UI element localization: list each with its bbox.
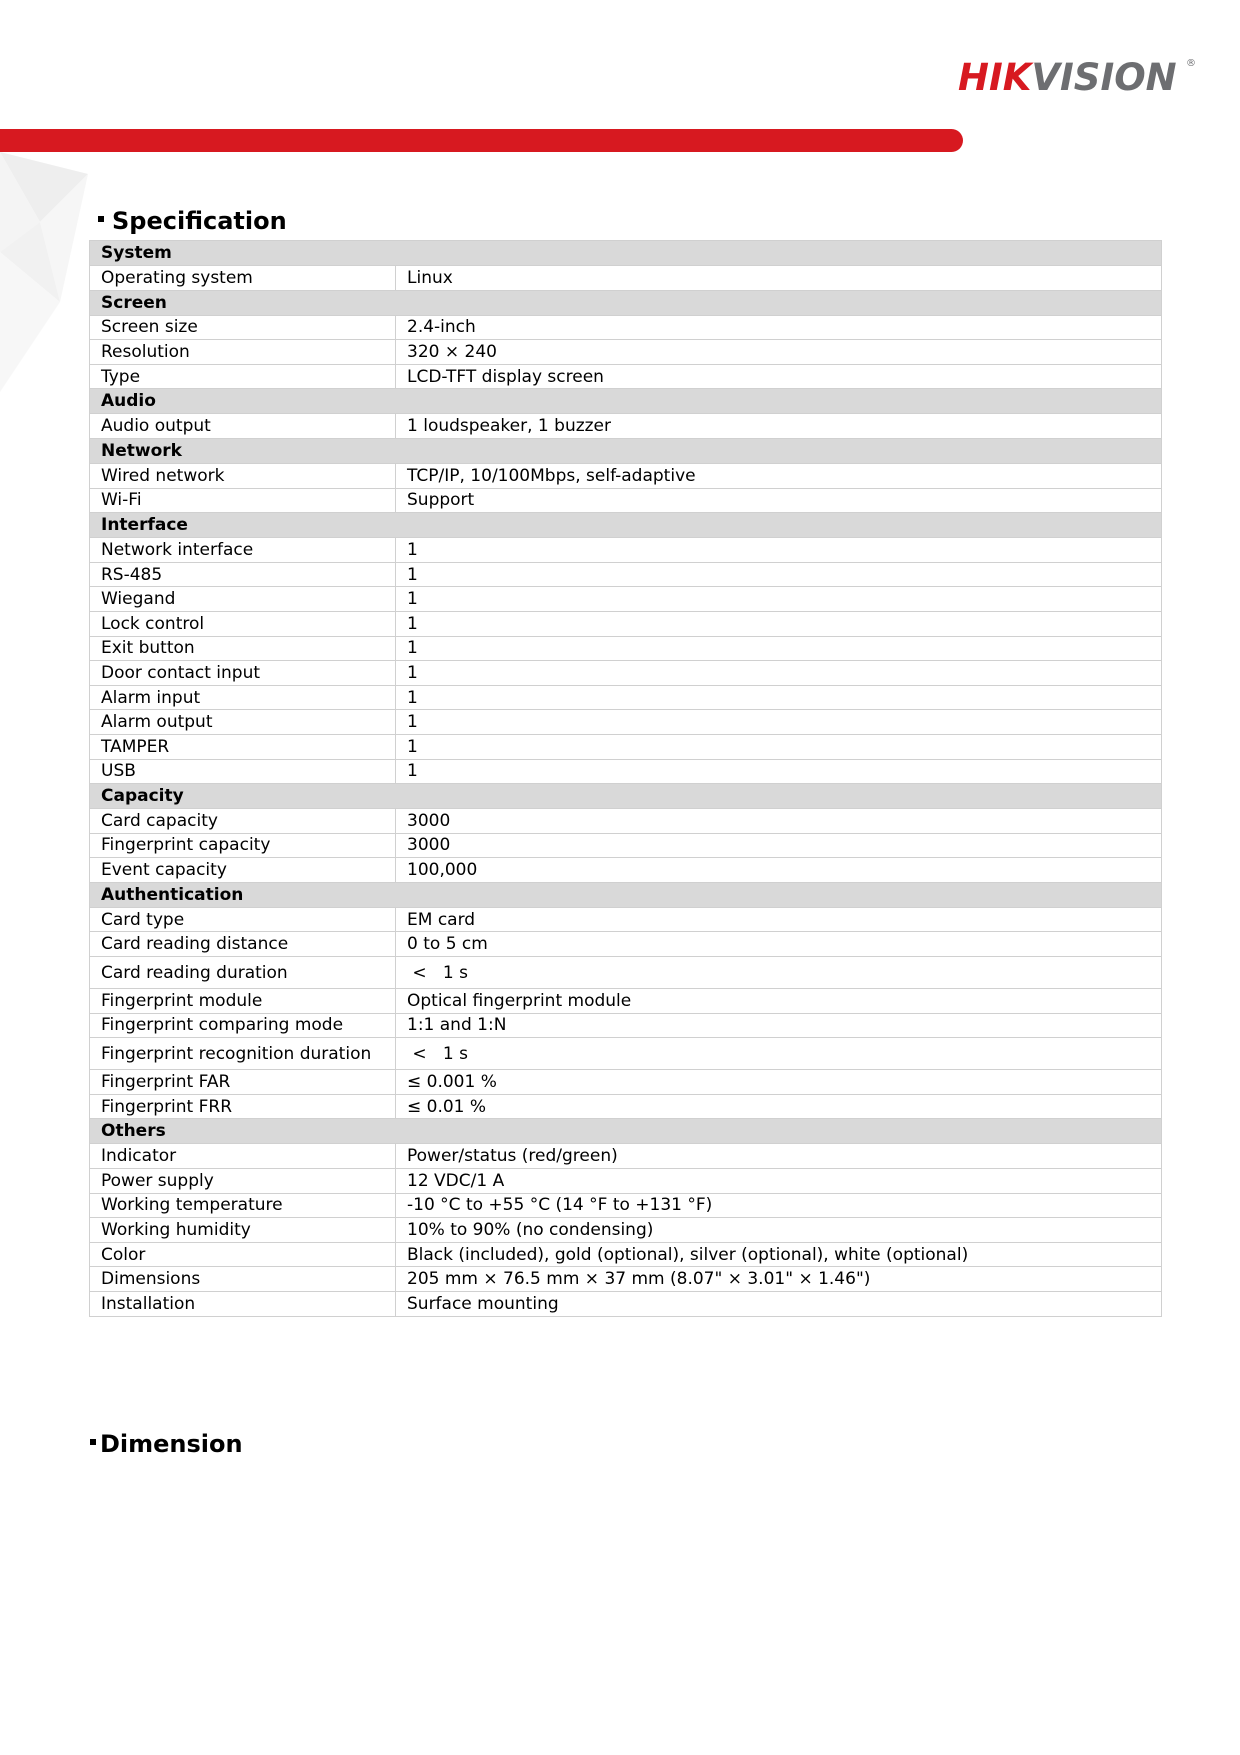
spec-label: Working temperature bbox=[90, 1193, 396, 1218]
spec-value: ≤ 0.001 % bbox=[396, 1070, 1162, 1095]
spec-value: < 1 s bbox=[396, 957, 1162, 989]
spec-row bbox=[90, 1242, 1162, 1267]
category-row bbox=[90, 882, 1162, 907]
spec-row bbox=[90, 463, 1162, 488]
spec-label: Wired network bbox=[90, 463, 396, 488]
spec-value: LCD-TFT display screen bbox=[396, 364, 1162, 389]
spec-value: 1 bbox=[396, 636, 1162, 661]
spec-row bbox=[90, 932, 1162, 957]
spec-row bbox=[90, 957, 1162, 989]
spec-row bbox=[90, 661, 1162, 686]
spec-label: Network interface bbox=[90, 538, 396, 563]
spec-label: Door contact input bbox=[90, 661, 396, 686]
spec-row bbox=[90, 685, 1162, 710]
spec-value: Surface mounting bbox=[396, 1292, 1162, 1317]
spec-label: Fingerprint recognition duration bbox=[90, 1038, 396, 1070]
spec-value: EM card bbox=[396, 907, 1162, 932]
category-row bbox=[90, 438, 1162, 463]
spec-row bbox=[90, 1094, 1162, 1119]
hikvision-logo bbox=[958, 56, 1196, 99]
spec-value: Power/status (red/green) bbox=[396, 1144, 1162, 1169]
spec-label: Fingerprint capacity bbox=[90, 833, 396, 858]
bullet-icon bbox=[98, 216, 104, 222]
spec-value: 320 × 240 bbox=[396, 340, 1162, 365]
spec-label: Type bbox=[90, 364, 396, 389]
bullet-icon bbox=[90, 1439, 96, 1445]
spec-row bbox=[90, 364, 1162, 389]
spec-value: ≤ 0.01 % bbox=[396, 1094, 1162, 1119]
spec-row bbox=[90, 1144, 1162, 1169]
registered-mark: ® bbox=[1186, 58, 1196, 69]
spec-label: Alarm output bbox=[90, 710, 396, 735]
spec-label: Screen size bbox=[90, 315, 396, 340]
spec-row bbox=[90, 809, 1162, 834]
spec-label: Audio output bbox=[90, 414, 396, 439]
spec-label: Indicator bbox=[90, 1144, 396, 1169]
spec-label: Card type bbox=[90, 907, 396, 932]
spec-value: 1 bbox=[396, 611, 1162, 636]
dimension-heading-text: Dimension bbox=[100, 1430, 243, 1458]
spec-value: 12 VDC/1 A bbox=[396, 1169, 1162, 1194]
spec-value: 0 to 5 cm bbox=[396, 932, 1162, 957]
spec-label: Operating system bbox=[90, 266, 396, 291]
spec-value: 1 bbox=[396, 685, 1162, 710]
spec-row bbox=[90, 1193, 1162, 1218]
spec-label: Lock control bbox=[90, 611, 396, 636]
spec-value: -10 °C to +55 °C (14 °F to +131 °F) bbox=[396, 1193, 1162, 1218]
spec-row bbox=[90, 989, 1162, 1014]
spec-label: Card reading distance bbox=[90, 932, 396, 957]
header-red-bar bbox=[0, 129, 963, 152]
spec-row bbox=[90, 611, 1162, 636]
logo-part-red: HIK bbox=[958, 56, 1032, 99]
specification-heading bbox=[98, 206, 287, 236]
category-row bbox=[90, 784, 1162, 809]
dimension-heading bbox=[90, 1429, 243, 1459]
category-row bbox=[90, 290, 1162, 315]
spec-row bbox=[90, 833, 1162, 858]
spec-value: 1 bbox=[396, 710, 1162, 735]
spec-label: Card reading duration bbox=[90, 957, 396, 989]
spec-label: Fingerprint FAR bbox=[90, 1070, 396, 1095]
spec-label: Event capacity bbox=[90, 858, 396, 883]
spec-value: TCP/IP, 10/100Mbps, self-adaptive bbox=[396, 463, 1162, 488]
spec-row bbox=[90, 538, 1162, 563]
category-label: Interface bbox=[90, 513, 1162, 538]
category-row bbox=[90, 241, 1162, 266]
spec-label: RS-485 bbox=[90, 562, 396, 587]
category-label: Screen bbox=[90, 290, 1162, 315]
spec-row bbox=[90, 1038, 1162, 1070]
spec-value: 1:1 and 1:N bbox=[396, 1013, 1162, 1038]
spec-row bbox=[90, 858, 1162, 883]
spec-value: 3000 bbox=[396, 833, 1162, 858]
spec-label: TAMPER bbox=[90, 734, 396, 759]
spec-value: Linux bbox=[396, 266, 1162, 291]
spec-label: Working humidity bbox=[90, 1218, 396, 1243]
spec-value: 1 bbox=[396, 759, 1162, 784]
spec-value: 1 bbox=[396, 538, 1162, 563]
logo-part-gray: VISION bbox=[1031, 56, 1177, 99]
spec-row bbox=[90, 562, 1162, 587]
category-label: Audio bbox=[90, 389, 1162, 414]
spec-label: Wiegand bbox=[90, 587, 396, 612]
spec-label: Resolution bbox=[90, 340, 396, 365]
spec-value: 1 bbox=[396, 661, 1162, 686]
spec-value: 10% to 90% (no condensing) bbox=[396, 1218, 1162, 1243]
spec-label: USB bbox=[90, 759, 396, 784]
spec-label: Fingerprint module bbox=[90, 989, 396, 1014]
spec-label: Fingerprint FRR bbox=[90, 1094, 396, 1119]
spec-value: 3000 bbox=[396, 809, 1162, 834]
spec-label: Power supply bbox=[90, 1169, 396, 1194]
spec-label: Dimensions bbox=[90, 1267, 396, 1292]
category-label: Capacity bbox=[90, 784, 1162, 809]
spec-label: Fingerprint comparing mode bbox=[90, 1013, 396, 1038]
spec-row bbox=[90, 1218, 1162, 1243]
category-row bbox=[90, 513, 1162, 538]
spec-row bbox=[90, 488, 1162, 513]
spec-row bbox=[90, 315, 1162, 340]
specification-table bbox=[89, 240, 1162, 1317]
spec-row bbox=[90, 1169, 1162, 1194]
spec-row bbox=[90, 587, 1162, 612]
category-label: Network bbox=[90, 438, 1162, 463]
spec-row bbox=[90, 636, 1162, 661]
spec-label: Alarm input bbox=[90, 685, 396, 710]
spec-value: 1 bbox=[396, 562, 1162, 587]
category-label: System bbox=[90, 241, 1162, 266]
spec-row bbox=[90, 710, 1162, 735]
spec-value: Support bbox=[396, 488, 1162, 513]
specification-heading-text: Specification bbox=[112, 207, 287, 235]
spec-row bbox=[90, 340, 1162, 365]
spec-row bbox=[90, 414, 1162, 439]
spec-row bbox=[90, 734, 1162, 759]
spec-value: Black (included), gold (optional), silver (optional), white (optional) bbox=[396, 1242, 1162, 1267]
spec-value: 2.4-inch bbox=[396, 315, 1162, 340]
spec-label: Exit button bbox=[90, 636, 396, 661]
spec-value: Optical fingerprint module bbox=[396, 989, 1162, 1014]
spec-row bbox=[90, 1267, 1162, 1292]
category-row bbox=[90, 389, 1162, 414]
category-row bbox=[90, 1119, 1162, 1144]
spec-row bbox=[90, 266, 1162, 291]
category-label: Others bbox=[90, 1119, 1162, 1144]
spec-label: Color bbox=[90, 1242, 396, 1267]
spec-value: 205 mm × 76.5 mm × 37 mm (8.07" × 3.01" × 1.46") bbox=[396, 1267, 1162, 1292]
spec-row bbox=[90, 759, 1162, 784]
spec-row bbox=[90, 907, 1162, 932]
spec-value: 1 bbox=[396, 587, 1162, 612]
spec-label: Installation bbox=[90, 1292, 396, 1317]
spec-value: 1 bbox=[396, 734, 1162, 759]
category-label: Authentication bbox=[90, 882, 1162, 907]
spec-value: 1 loudspeaker, 1 buzzer bbox=[396, 414, 1162, 439]
spec-value: 100,000 bbox=[396, 858, 1162, 883]
spec-row bbox=[90, 1070, 1162, 1095]
spec-label: Card capacity bbox=[90, 809, 396, 834]
spec-row bbox=[90, 1013, 1162, 1038]
spec-row bbox=[90, 1292, 1162, 1317]
spec-label: Wi-Fi bbox=[90, 488, 396, 513]
spec-value: < 1 s bbox=[396, 1038, 1162, 1070]
